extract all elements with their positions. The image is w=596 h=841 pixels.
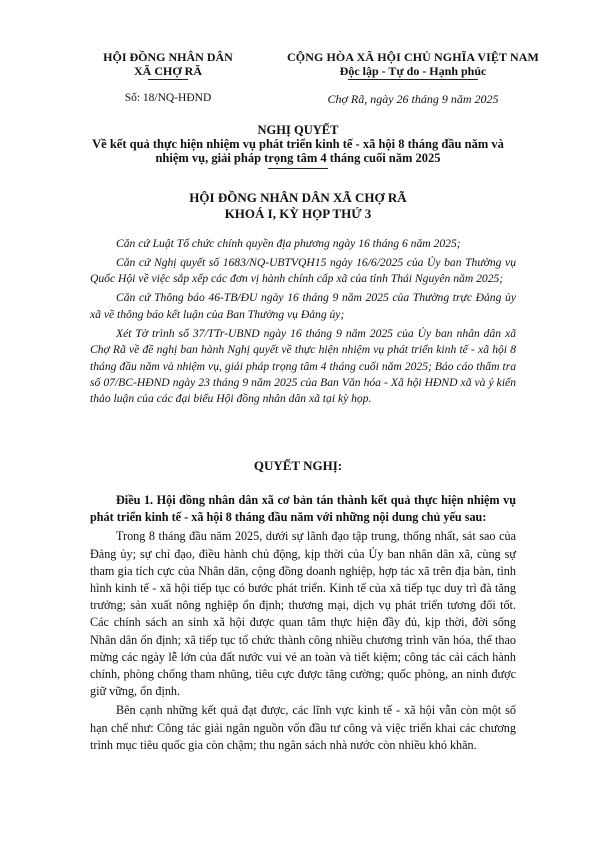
council-session: KHOÁ I, KỲ HỌP THỨ 3 — [224, 206, 372, 221]
article-1-paragraph: Trong 8 tháng đầu năm 2025, dưới sự lãnh đạo tập trung, thống nhất, sát sao của Đảng ủy; sự chỉ đạo, điều hành chủ động, kịp thời của Ủy ban nhân dân xã, cùng sự tham gia tích cực của Nhân dân, cộng đồng doanh nghiệp, hợp tác xã trên địa bàn, tình hình kinh tế - xã hội tiếp tục có bước phát triển. Kinh tế của xã tiếp tục duy trì đà tăng trưởng; sản xuất nông nghiệp ổn định; thương mại, dịch vụ phát triển tương đối tốt. Các chính sách an sinh xã hội được quan tâm thực hiện đầy đủ, kịp thời, đời sống Nhân dân ổn định; xã tiếp tục tổ chức thành công nhiều chương trình văn hóa, thể thao mừng các ngày lễ lớn của đất nước vui vẻ an toàn và tiết kiệm; công tác cải cách hành chính, phòng chống tham nhũng, tiêu cực được tăng cường; quốc phòng, an ninh được giữ vững, ổn định. — [90, 529, 516, 699]
issue-date: Chợ Rã, ngày 26 tháng 9 năm 2025 — [327, 92, 499, 106]
legal-basis-item: Căn cứ Thông báo 46-TB/ĐU ngày 16 tháng 9 năm 2025 của Thường trực Đảng ủy xã về thông báo kết luận của Ban Thường vụ Đảng ủy; — [90, 291, 516, 321]
issuing-authority — [78, 50, 258, 80]
authority-line-2: XÃ CHỢ RÃ — [134, 64, 202, 78]
document-title — [70, 123, 526, 169]
motto: Độc lập - Tự do - Hạnh phúc — [339, 64, 487, 78]
legal-basis-item: Căn cứ Nghị quyết số 1683/NQ-UBTVQH15 ngày 16/6/2025 của Ủy ban Thường vụ Quốc Hội về việc sắp xếp các đơn vị hành chính cấp xã của tỉnh Thái Nguyên năm 2025; — [90, 256, 516, 286]
legal-basis-item: Xét Tờ trình số 37/TTr-UBND ngày 16 tháng 9 năm 2025 của Ủy ban nhân dân xã Chợ Rã về đề nghị ban hành Nghị quyết về thực hiện nhiệm vụ phát triển kinh tế - xã hội 8 tháng đầu năm và nhiệm vụ, giải pháp trọng tâm 4 tháng cuối năm 2025; Báo cáo thẩm tra số 07/BC-HĐND ngày 23 tháng 9 năm 2025 của Ban Văn hóa - Xã hội HĐND xã và ý kiến thảo luận của các đại biểu Hội đồng nhân dân xã tại kỳ họp. — [90, 326, 516, 406]
article-1 — [90, 492, 516, 756]
country-name: CỘNG HÒA XÃ HỘI CHỦ NGHĨA VIỆT NAM — [287, 50, 539, 64]
authority-line-1: HỘI ĐỒNG NHÂN DÂN — [103, 50, 233, 64]
resolution-heading: QUYẾT NGHỊ: — [253, 458, 343, 473]
legal-basis-item: Căn cứ Luật Tổ chức chính quyền địa phương ngày 16 tháng 6 năm 2025; — [116, 237, 461, 250]
title-subject-line-1: Về kết quả thực hiện nhiệm vụ phát triển kinh tế - xã hội 8 tháng đầu năm và — [92, 137, 504, 151]
article-1-paragraph: Bên cạnh những kết quả đạt được, các lĩnh vực kinh tế - xã hội vẫn còn một số hạn chế như: Công tác giải ngân nguồn vốn đầu tư công và việc triển khai các chương trình mục tiêu quốc gia còn chậm; thu ngân sách nhà nước còn nhiều khó khăn. — [90, 703, 516, 752]
title-type: NGHỊ QUYẾT — [257, 123, 339, 137]
motto-underline — [348, 79, 478, 80]
legal-bases — [90, 236, 516, 410]
council-heading — [70, 190, 526, 222]
authority-underline — [148, 79, 188, 80]
council-name: HỘI ĐỒNG NHÂN DÂN XÃ CHỢ RÃ — [189, 190, 407, 205]
title-underline — [268, 168, 328, 169]
national-motto — [248, 50, 578, 80]
article-1-heading: Điều 1. Hội đồng nhân dân xã cơ bản tán thành kết quả thực hiện nhiệm vụ phát triển kinh tế - xã hội 8 tháng đầu năm với những nội dung chủ yếu sau: — [90, 493, 516, 525]
document-number: Số: 18/NQ-HĐND — [124, 92, 212, 104]
title-subject-line-2: nhiệm vụ, giải pháp trọng tâm 4 tháng cuối năm 2025 — [155, 151, 441, 165]
